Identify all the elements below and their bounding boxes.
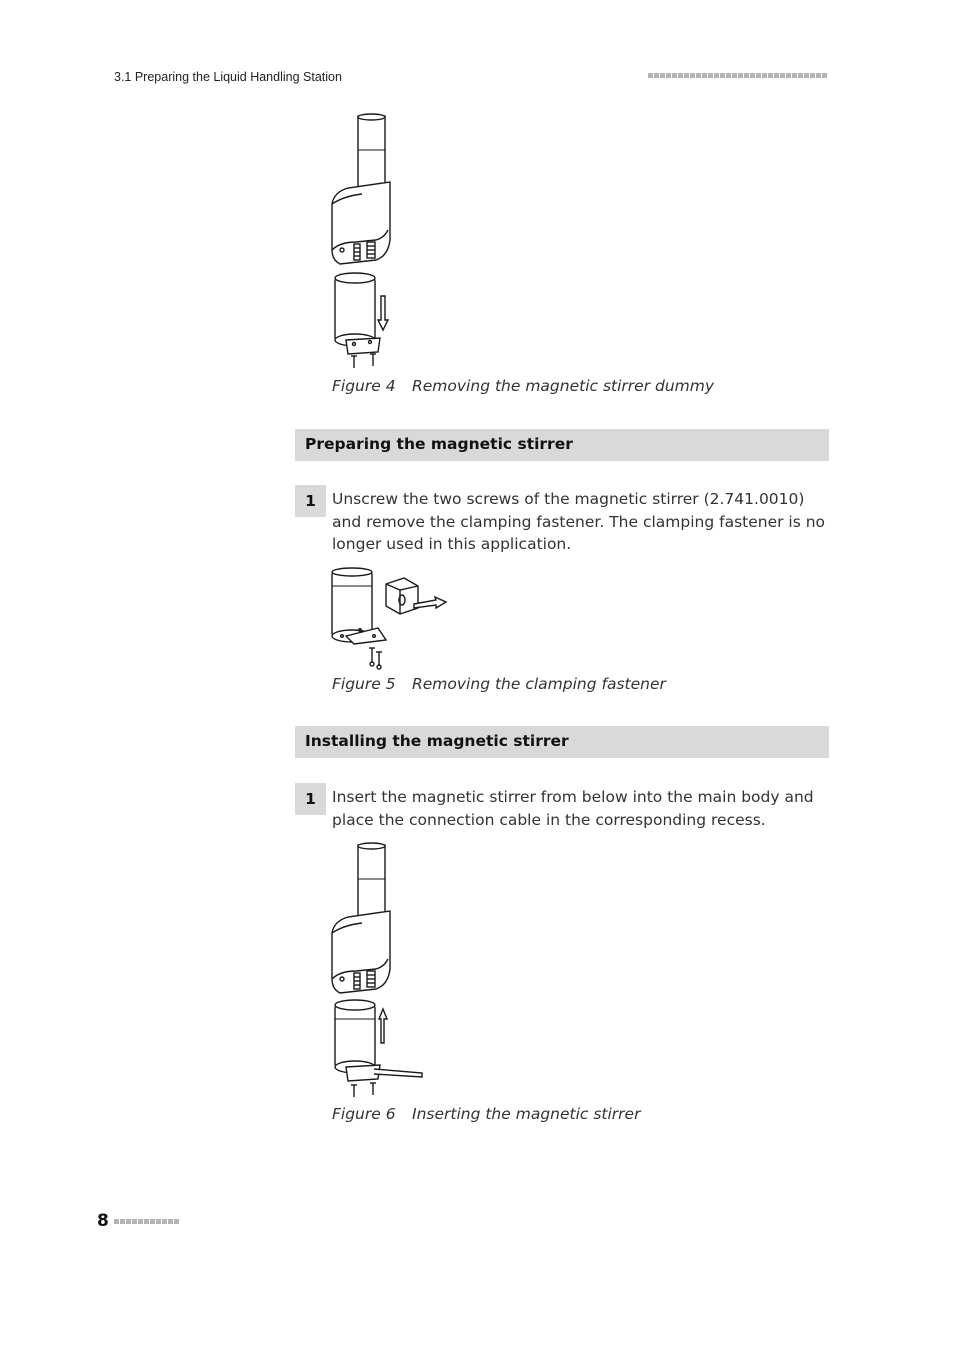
figure-5-caption xyxy=(332,675,666,693)
figure-4-caption xyxy=(332,377,714,395)
step-number: 1 xyxy=(295,783,326,815)
step-text: Unscrew the two screws of the magnetic stirrer (2.741.0010) and remove the clamping fastener. The clamping fastener is no longer used in this application. xyxy=(332,490,826,553)
running-header: 3.1 Preparing the Liquid Handling Station xyxy=(114,70,342,84)
figure-6-caption xyxy=(332,1105,640,1123)
step-number: 1 xyxy=(295,485,326,517)
page-number: 8 xyxy=(97,1211,109,1231)
figure-6-label: Figure 6 xyxy=(332,1105,396,1123)
figure-5-label: Figure 5 xyxy=(332,675,396,693)
figure-4-caption-text: Removing the magnetic stirrer dummy xyxy=(412,377,715,395)
section-heading-preparing: Preparing the magnetic stirrer xyxy=(295,429,829,461)
figure-5-caption-text: Removing the clamping fastener xyxy=(412,675,666,693)
figure-4-illustration xyxy=(326,112,406,374)
figure-6-caption-text: Inserting the magnetic stirrer xyxy=(412,1105,641,1123)
figure-6-illustration xyxy=(326,841,430,1103)
step-text: Insert the magnetic stirrer from below into the main body and place the connection cable in the corresponding recess. xyxy=(332,788,814,829)
figure-5-illustration xyxy=(326,566,450,670)
header-decoration xyxy=(648,73,827,78)
figure-4-label: Figure 4 xyxy=(332,377,396,395)
section-heading-installing: Installing the magnetic stirrer xyxy=(295,726,829,758)
footer-decoration xyxy=(114,1219,179,1224)
